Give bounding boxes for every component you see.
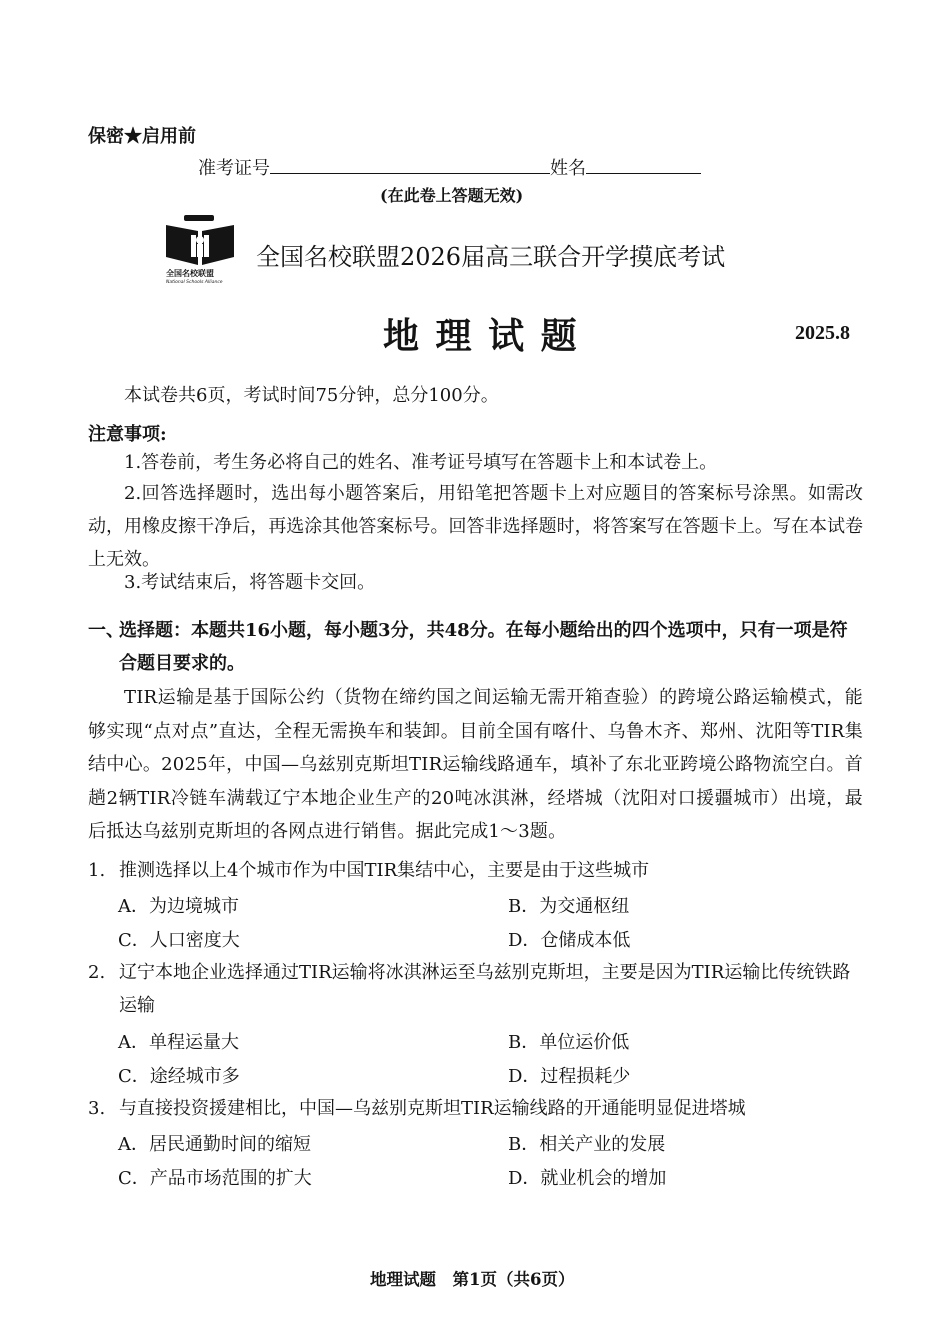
open-book-icon bbox=[160, 213, 240, 269]
exam-id-row bbox=[198, 154, 701, 180]
logo-subcaption: National Schools Alliance bbox=[166, 280, 223, 285]
invalid-answer-note: (在此卷上答题无效) bbox=[380, 186, 524, 205]
q1-option-a[interactable]: A．为边境城市 bbox=[118, 896, 239, 917]
question-number: 1. bbox=[88, 860, 106, 881]
subject-title: 地 理 试 题 bbox=[383, 315, 579, 357]
school-alliance-logo bbox=[160, 213, 240, 293]
question-stem: 辽宁本地企业选择通过TIR运输将冰淇淋运至乌兹别克斯坦，主要是因为TIR运输比传统铁路运输 bbox=[119, 962, 851, 1016]
question-2 bbox=[88, 956, 863, 1022]
q1-option-d[interactable]: D．仓储成本低 bbox=[508, 930, 631, 951]
q3-option-c[interactable]: C．产品市场范围的扩大 bbox=[118, 1168, 312, 1189]
question-number: 2. bbox=[88, 962, 106, 983]
note-item-1: 1.答卷前，考生务必将自己的姓名、准考证号填写在答题卡上和本试卷上。 bbox=[124, 452, 718, 473]
q2-option-b[interactable]: B．单位运价低 bbox=[508, 1032, 630, 1053]
confidential-label: 保密★启用前 bbox=[88, 126, 196, 147]
page-footer: 地理试题 第1页（共6页） bbox=[370, 1270, 575, 1289]
question-number: 3. bbox=[88, 1098, 106, 1119]
q2-option-d[interactable]: D．过程损耗少 bbox=[508, 1066, 631, 1087]
name-field[interactable] bbox=[586, 156, 701, 174]
q2-option-a[interactable]: A．单程运量大 bbox=[118, 1032, 239, 1053]
q3-option-a[interactable]: A．居民通勤时间的缩短 bbox=[118, 1134, 311, 1155]
exam-id-label: 准考证号 bbox=[198, 158, 270, 179]
question-3 bbox=[88, 1092, 863, 1125]
logo-caption: 全国名校联盟 bbox=[166, 269, 214, 278]
note-item-2: 2.回答选择题时，选出每小题答案后，用铅笔把答题卡上对应题目的答案标号涂黑。如需改动，用橡皮擦干净后，再选涂其他答案标号。回答非选择题时，将答案写在答题卡上。写在本试卷上无效。 bbox=[88, 483, 863, 570]
exam-id-field[interactable] bbox=[270, 156, 550, 174]
question-stem: 推测选择以上4个城市作为中国TIR集结中心，主要是由于这些城市 bbox=[119, 860, 650, 881]
exam-intro: 本试卷共6页，考试时间75分钟，总分100分。 bbox=[124, 385, 499, 406]
question-stem: 与直接投资援建相比，中国—乌兹别克斯坦TIR运输线路的开通能明显促进塔城 bbox=[119, 1098, 746, 1119]
section-instructions: 选择题：本题共16小题，每小题3分，共48分。在每小题给出的四个选项中，只有一项是符合题目要求的。 bbox=[119, 620, 848, 674]
exam-date: 2025.8 bbox=[795, 322, 850, 344]
reading-passage: TIR运输是基于国际公约（货物在缔约国之间运输无需开箱查验）的跨境公路运输模式，能够实现“点对点”直达，全程无需换车和装卸。目前全国有喀什、乌鲁木齐、郑州、沈阳等TIR集结中心。2025年，中国—乌兹别克斯坦TIR运输线路通车，填补了东北亚跨境公路物流空白。首趟2辆TIR冷链车满载辽宁本地企业生产的20吨冰淇淋，经塔城（沈阳对口援疆城市）出境，最后抵达乌兹别克斯坦的各网点进行销售。据此完成1～3题。 bbox=[88, 687, 863, 843]
q3-option-d[interactable]: D．就业机会的增加 bbox=[508, 1168, 667, 1189]
q1-option-b[interactable]: B．为交通枢纽 bbox=[508, 896, 630, 917]
notes-heading: 注意事项: bbox=[88, 424, 167, 445]
section-heading bbox=[88, 614, 863, 680]
q1-option-c[interactable]: C．人口密度大 bbox=[118, 930, 240, 951]
question-1 bbox=[88, 854, 863, 887]
note-item-3: 3.考试结束后，将答题卡交回。 bbox=[124, 572, 376, 593]
section-number: 一、 bbox=[88, 620, 124, 641]
name-label: 姓名 bbox=[550, 158, 586, 179]
q2-option-c[interactable]: C．途经城市多 bbox=[118, 1066, 240, 1087]
q3-option-b[interactable]: B．相关产业的发展 bbox=[508, 1134, 666, 1155]
exam-title: 全国名校联盟2026届高三联合开学摸底考试 bbox=[256, 243, 726, 271]
